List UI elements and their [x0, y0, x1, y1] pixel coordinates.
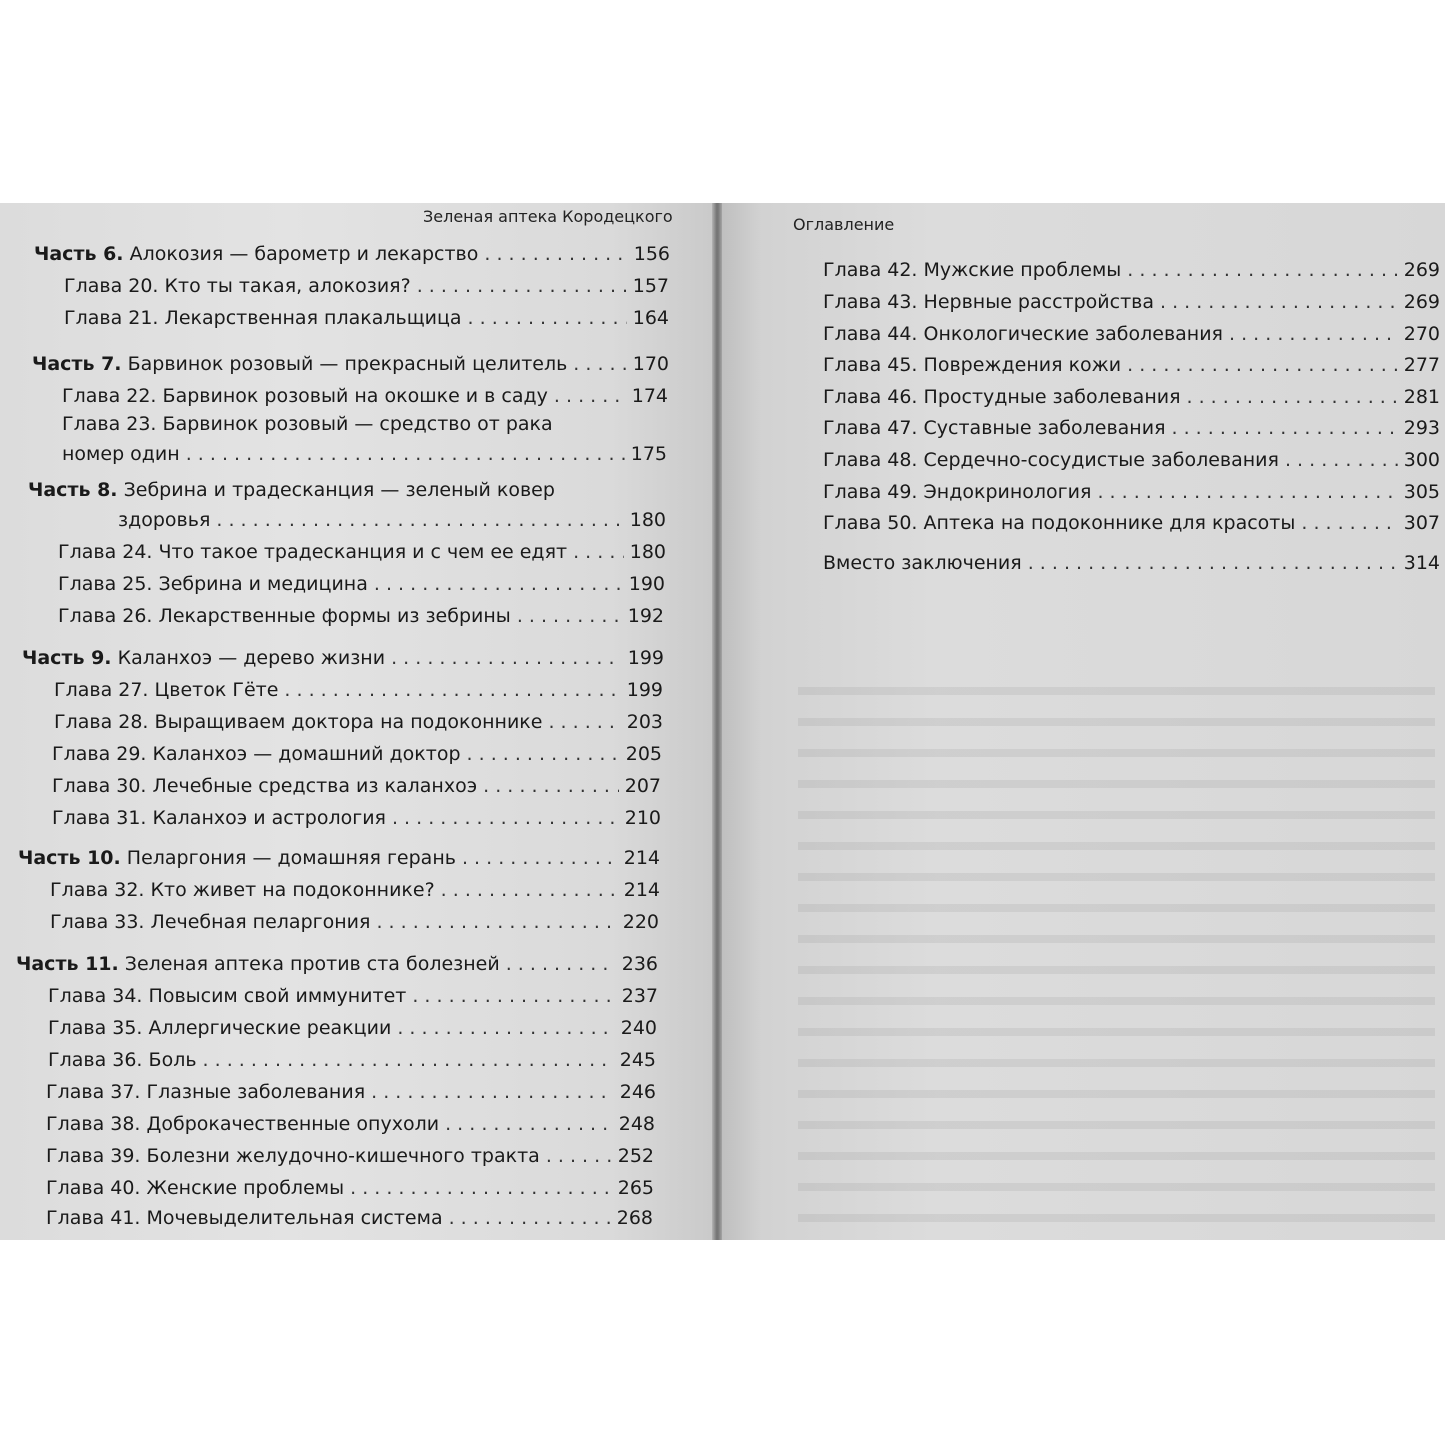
- toc-title: Аптека на подоконнике для красоты: [923, 512, 1296, 534]
- toc-chapter-46: [823, 382, 1440, 412]
- toc-title: Зебрина и медицина: [158, 573, 368, 595]
- toc-title: Доброкачественные опухоли: [146, 1113, 440, 1135]
- toc-chapter-49: [823, 477, 1440, 507]
- toc-page-number: 269: [1403, 259, 1440, 281]
- toc-prefix: Глава 31.: [52, 807, 147, 829]
- toc-chapter-27: [54, 675, 663, 705]
- toc-conclusion: [823, 548, 1440, 578]
- toc-page-number: 156: [633, 243, 670, 265]
- toc-title: Алокозия — барометр и лекарство: [129, 243, 479, 265]
- toc-prefix: Глава 39.: [46, 1145, 141, 1167]
- toc-page-number: 281: [1403, 386, 1440, 408]
- toc-chapter-23-line1: [62, 409, 668, 439]
- book-gutter: [712, 203, 722, 1240]
- toc-title-continued: номер один: [62, 443, 180, 465]
- toc-title-continued: здоровья: [118, 509, 211, 531]
- toc-title: Суставные заболевания: [923, 417, 1166, 439]
- leader-dots: [506, 949, 616, 979]
- toc-prefix: Часть 7.: [32, 353, 122, 375]
- leader-dots: [1160, 287, 1398, 317]
- running-head-right: Оглавление: [793, 215, 895, 234]
- leader-dots: [371, 1077, 614, 1107]
- toc-title: Женские проблемы: [146, 1177, 345, 1199]
- toc-prefix: Глава 43.: [823, 291, 918, 313]
- leader-dots: [203, 1045, 614, 1075]
- toc-page-number: 170: [632, 353, 669, 375]
- toc-page-number: 214: [623, 847, 660, 869]
- toc-part-9: [22, 643, 664, 673]
- toc-title: Кто ты такая, алокозия?: [164, 275, 411, 297]
- right-page: [718, 203, 1445, 1240]
- toc-title: Глазные заболевания: [146, 1081, 366, 1103]
- toc-prefix: Глава 32.: [50, 879, 145, 901]
- toc-page-number: 180: [629, 509, 666, 531]
- toc-prefix: Глава 24.: [58, 541, 153, 563]
- toc-chapter-48: [823, 445, 1440, 475]
- toc-title: Каланхоэ — домашний доктор: [152, 743, 461, 765]
- leader-dots: [392, 803, 619, 833]
- toc-title: Лекарственные формы из зебрины: [158, 605, 511, 627]
- toc-title: Барвинок розовый — прекрасный целитель: [127, 353, 568, 375]
- toc-page-number: 270: [1403, 323, 1440, 345]
- leader-dots: [391, 643, 622, 673]
- leader-dots: [1285, 445, 1398, 475]
- toc-title: Простудные заболевания: [923, 386, 1181, 408]
- toc-prefix: Глава 20.: [64, 275, 159, 297]
- toc-chapter-28: [54, 707, 663, 737]
- toc-prefix: Глава 46.: [823, 386, 918, 408]
- toc-title: Пеларгония — домашняя герань: [126, 847, 456, 869]
- toc-prefix: Глава 45.: [823, 354, 918, 376]
- toc-page-number: 277: [1403, 354, 1440, 376]
- leader-dots: [1229, 319, 1398, 349]
- toc-chapter-24: [58, 537, 666, 567]
- toc-page-number: 307: [1403, 512, 1440, 534]
- toc-chapter-41: [46, 1203, 653, 1233]
- toc-prefix: Глава 30.: [52, 775, 147, 797]
- toc-page-number: 175: [630, 443, 667, 465]
- toc-title: Мочевыделительная система: [146, 1207, 443, 1229]
- toc-title: Цветок Гёте: [154, 679, 279, 701]
- toc-chapter-33: [50, 907, 659, 937]
- toc-chapter-22: [62, 381, 668, 411]
- toc-chapter-29: [52, 739, 662, 769]
- toc-page-number: 314: [1403, 552, 1440, 574]
- toc-chapter-30: [52, 771, 661, 801]
- leader-dots: [376, 907, 616, 937]
- toc-part-6: [34, 239, 670, 269]
- toc-part-7: [32, 349, 669, 379]
- toc-page-number: 203: [626, 711, 663, 733]
- toc-prefix: Глава 26.: [58, 605, 153, 627]
- toc-chapter-40: [46, 1173, 654, 1203]
- toc-page-number: 207: [624, 775, 661, 797]
- toc-chapter-35: [48, 1013, 657, 1043]
- toc-page-number: 210: [624, 807, 661, 829]
- toc-page-number: 248: [618, 1113, 655, 1135]
- toc-page-number: 190: [628, 573, 665, 595]
- toc-prefix: Глава 44.: [823, 323, 918, 345]
- leader-dots: [445, 1109, 613, 1139]
- toc-page-number: 268: [616, 1207, 653, 1229]
- toc-title: Лечебные средства из каланхоэ: [152, 775, 478, 797]
- toc-prefix: Глава 37.: [46, 1081, 141, 1103]
- left-page: [0, 203, 718, 1240]
- toc-chapter-47: [823, 413, 1440, 443]
- leader-dots: [467, 739, 620, 769]
- toc-title: Барвинок розовый на окошке и в саду: [162, 385, 548, 407]
- leader-dots: [1127, 350, 1398, 380]
- toc-title: Боль: [148, 1049, 197, 1071]
- toc-title: Зеленая аптека против ста болезней: [124, 953, 500, 975]
- toc-title: Нервные расстройства: [923, 291, 1154, 313]
- toc-prefix: Глава 50.: [823, 512, 918, 534]
- leader-dots: [517, 601, 622, 631]
- toc-page-number: 199: [627, 647, 664, 669]
- leader-dots: [1187, 382, 1398, 412]
- toc-title: Каланхоэ — дерево жизни: [117, 647, 386, 669]
- book-spread: [0, 203, 1445, 1240]
- leader-dots: [417, 271, 627, 301]
- toc-part-8-line1: [28, 475, 668, 505]
- toc-title: Аллергические реакции: [148, 1017, 392, 1039]
- toc-prefix: Глава 49.: [823, 481, 918, 503]
- toc-chapter-32: [50, 875, 660, 905]
- toc-chapter-31: [52, 803, 661, 833]
- toc-page-number: 236: [621, 953, 658, 975]
- leader-dots: [216, 505, 623, 535]
- leader-dots: [462, 843, 618, 873]
- toc-chapter-26: [58, 601, 664, 631]
- toc-title: Мужские проблемы: [923, 259, 1122, 281]
- leader-dots: [449, 1203, 611, 1233]
- toc-prefix: Глава 22.: [62, 385, 157, 407]
- leader-dots: [483, 771, 619, 801]
- toc-prefix: Глава 35.: [48, 1017, 143, 1039]
- toc-chapter-38: [46, 1109, 655, 1139]
- toc-prefix: Глава 38.: [46, 1113, 141, 1135]
- toc-chapter-25: [58, 569, 665, 599]
- toc-title: Онкологические заболевания: [923, 323, 1223, 345]
- toc-title: Повысим свой иммунитет: [148, 985, 407, 1007]
- toc-title: Лекарственная плакальщица: [164, 307, 462, 329]
- toc-chapter-50: [823, 508, 1440, 538]
- leader-dots: [412, 981, 615, 1011]
- toc-title: Эндокринология: [923, 481, 1092, 503]
- toc-prefix: Глава 21.: [64, 307, 159, 329]
- toc-prefix: Глава 27.: [54, 679, 149, 701]
- toc-chapter-39: [46, 1141, 654, 1171]
- toc-prefix: Глава 23.: [62, 413, 157, 435]
- toc-prefix: Глава 47.: [823, 417, 918, 439]
- leader-dots: [1097, 477, 1397, 507]
- toc-page-number: 246: [619, 1081, 656, 1103]
- toc-part-10: [18, 843, 660, 873]
- toc-prefix: Часть 8.: [28, 479, 118, 501]
- toc-prefix: Глава 25.: [58, 573, 153, 595]
- toc-prefix: Глава 48.: [823, 449, 918, 471]
- leader-dots: [573, 537, 624, 567]
- toc-title: Кто живет на подоконнике?: [150, 879, 435, 901]
- toc-page-number: 293: [1403, 417, 1440, 439]
- toc-chapter-20: [64, 271, 669, 301]
- leader-dots: [284, 675, 620, 705]
- toc-prefix: Глава 29.: [52, 743, 147, 765]
- toc-chapter-43: [823, 287, 1440, 317]
- leader-dots: [573, 349, 626, 379]
- toc-title: Болезни желудочно-кишечного тракта: [146, 1145, 540, 1167]
- leader-dots: [548, 707, 620, 737]
- toc-chapter-37: [46, 1077, 656, 1107]
- leader-dots: [374, 569, 623, 599]
- toc-title: Барвинок розовый — средство от рака: [162, 413, 553, 435]
- toc-part-11: [16, 949, 658, 979]
- toc-page-number: 180: [629, 541, 666, 563]
- toc-page-number: 300: [1403, 449, 1440, 471]
- toc-title: Что такое традесканция и с чем ее едят: [158, 541, 568, 563]
- toc-chapter-45: [823, 350, 1440, 380]
- toc-prefix: Глава 36.: [48, 1049, 143, 1071]
- leader-dots: [1127, 255, 1397, 285]
- toc-chapter-21: [64, 303, 669, 333]
- leader-dots: [186, 439, 625, 469]
- toc-chapter-34: [48, 981, 658, 1011]
- toc-page-number: 245: [619, 1049, 656, 1071]
- toc-page-number: 164: [632, 307, 669, 329]
- toc-title: Повреждения кожи: [923, 354, 1122, 376]
- toc-title: Вместо заключения: [823, 552, 1022, 574]
- leader-dots: [397, 1013, 614, 1043]
- toc-prefix: Часть 11.: [16, 953, 119, 975]
- toc-prefix: Глава 34.: [48, 985, 143, 1007]
- toc-page-number: 192: [627, 605, 664, 627]
- leader-dots: [350, 1173, 612, 1203]
- toc-prefix: Глава 41.: [46, 1207, 141, 1229]
- toc-prefix: Часть 9.: [22, 647, 112, 669]
- toc-part-8-line2: [118, 505, 666, 535]
- toc-prefix: Глава 40.: [46, 1177, 141, 1199]
- toc-chapter-23-line2: [62, 439, 667, 469]
- leader-dots: [554, 381, 626, 411]
- toc-prefix: Глава 42.: [823, 259, 918, 281]
- toc-page-number: 174: [631, 385, 668, 407]
- leader-dots: [441, 875, 618, 905]
- toc-page-number: 214: [623, 879, 660, 901]
- toc-prefix: Часть 10.: [18, 847, 121, 869]
- leader-dots: [1301, 508, 1397, 538]
- toc-prefix: Часть 6.: [34, 243, 124, 265]
- leader-dots: [546, 1141, 612, 1171]
- toc-title: Зебрина и традесканция — зеленый ковер: [123, 479, 555, 501]
- toc-title: Выращиваем доктора на подоконнике: [154, 711, 543, 733]
- leader-dots: [484, 239, 627, 269]
- toc-chapter-44: [823, 319, 1440, 349]
- toc-page-number: 305: [1403, 481, 1440, 503]
- toc-page-number: 252: [617, 1145, 654, 1167]
- leader-dots: [468, 303, 627, 333]
- toc-chapter-42: [823, 255, 1440, 285]
- toc-page-number: 157: [632, 275, 669, 297]
- toc-page-number: 237: [621, 985, 658, 1007]
- running-head-left: Зеленая аптека Кородецкого: [423, 207, 673, 226]
- toc-title: Лечебная пеларгония: [150, 911, 371, 933]
- toc-page-number: 199: [626, 679, 663, 701]
- toc-title: Каланхоэ и астрология: [152, 807, 386, 829]
- toc-page-number: 220: [622, 911, 659, 933]
- toc-prefix: Глава 33.: [50, 911, 145, 933]
- toc-page-number: 269: [1403, 291, 1440, 313]
- toc-prefix: Глава 28.: [54, 711, 149, 733]
- toc-chapter-36: [48, 1045, 656, 1075]
- leader-dots: [1172, 413, 1398, 443]
- toc-page-number: 240: [620, 1017, 657, 1039]
- bleed-through-texture: [798, 673, 1435, 1240]
- toc-title: Сердечно-сосудистые заболевания: [923, 449, 1279, 471]
- toc-page-number: 265: [617, 1177, 654, 1199]
- leader-dots: [1028, 548, 1398, 578]
- toc-page-number: 205: [625, 743, 662, 765]
